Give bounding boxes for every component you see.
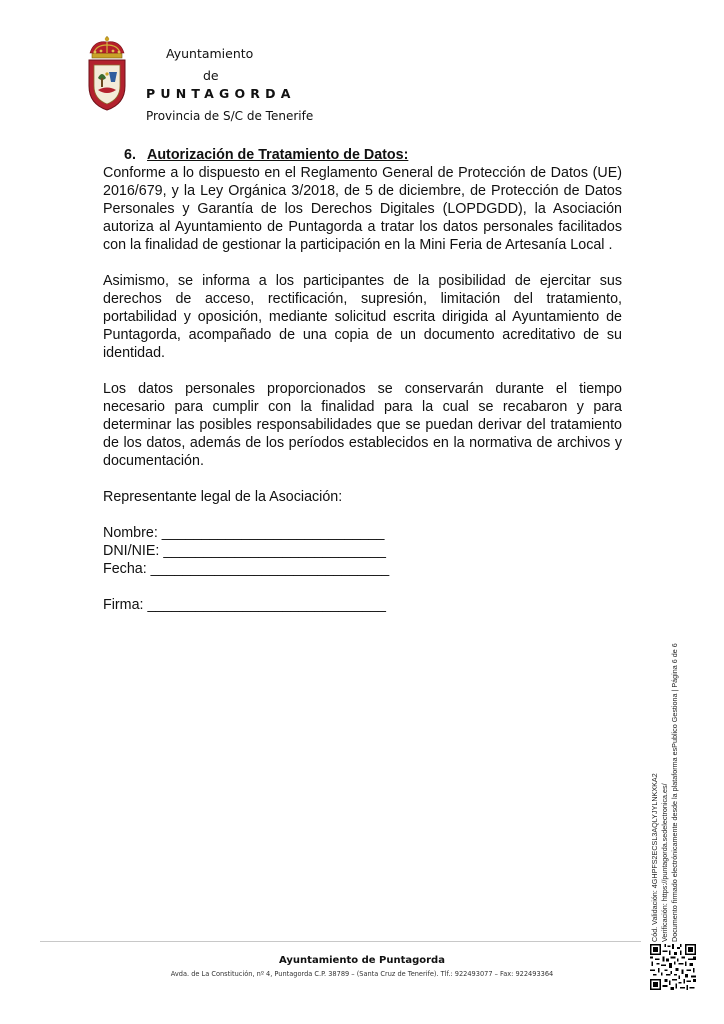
verification-sidebar bbox=[650, 637, 702, 942]
header-town-name: PUNTAGORDA bbox=[146, 86, 296, 101]
representative-label: Representante legal de la Asociación: bbox=[103, 489, 343, 505]
validation-code: Cód. Validación: 4GHPFS2ECSL3AQLYJYLNKXKA2 bbox=[650, 773, 659, 942]
section-number: 6. bbox=[124, 147, 136, 163]
footer-address: Avda. de La Constitución, nº 4, Puntagorda C.P. 38789 – (Santa Cruz de Tenerife). Tlf.: 922493077 – Fax: 922493364 bbox=[170, 970, 554, 978]
footer-title: Ayuntamiento de Puntagorda bbox=[279, 955, 445, 966]
section-title: Autorización de Tratamiento de Datos: bbox=[147, 147, 409, 163]
nombre-field[interactable]: Nombre: ____________________________ bbox=[103, 525, 385, 541]
document-body bbox=[103, 146, 622, 614]
qr-code bbox=[650, 944, 696, 990]
firma-field[interactable]: Firma: ______________________________ bbox=[103, 597, 387, 613]
footer-divider bbox=[40, 941, 641, 942]
header-title-line2: de bbox=[203, 68, 219, 83]
paragraph-retention: Los datos personales proporcionados se conservarán durante el tiempo necesario para cumplir con la finalidad para la cual se recabaron y para determinar las posibles responsabilidades que se puedan derivar del tratamiento de los datos, además de los períodos establecidos en la normativa de archivos y documentación. bbox=[103, 381, 622, 469]
paragraph-rights: Asimismo, se informa a los participantes de la posibilidad de ejercitar sus derechos de acceso, rectificación, supresión, limitación del tratamiento, portabilidad y oposición, mediante solicitud escrita dirigida al Ayuntamiento de Puntagorda, acompañado de una copia de un documento acreditativo de su identidad. bbox=[103, 273, 622, 361]
header-title-line1: Ayuntamiento bbox=[166, 46, 254, 61]
coat-of-arms-logo bbox=[84, 36, 130, 112]
fecha-field[interactable]: Fecha: ______________________________ bbox=[103, 561, 390, 577]
verification-url[interactable]: Verificación: https://puntagorda.sedelectronica.es/ bbox=[660, 783, 669, 942]
signature-notice: Documento firmado electrónicamente desde la plataforma esPublico Gestiona | Página 6 de 6 bbox=[670, 643, 679, 942]
dni-field[interactable]: DNI/NIE: ____________________________ bbox=[103, 543, 387, 559]
section-heading bbox=[124, 146, 622, 164]
paragraph-consent: Conforme a lo dispuesto en el Reglamento General de Protección de Datos (UE) 2016/679, y la Ley Orgánica 3/2018, de 5 de diciembre, de Protección de Datos Personales y Garantía de los Derechos Digitales (LOPDGDD), la Asociación autoriza al Ayuntamiento de Puntagorda a tratar los datos personales facilitados con la finalidad de gestionar la participación en la Mini Feria de Artesanía Local . bbox=[103, 165, 622, 253]
header-province: Provincia de S/C de Tenerife bbox=[146, 109, 314, 123]
